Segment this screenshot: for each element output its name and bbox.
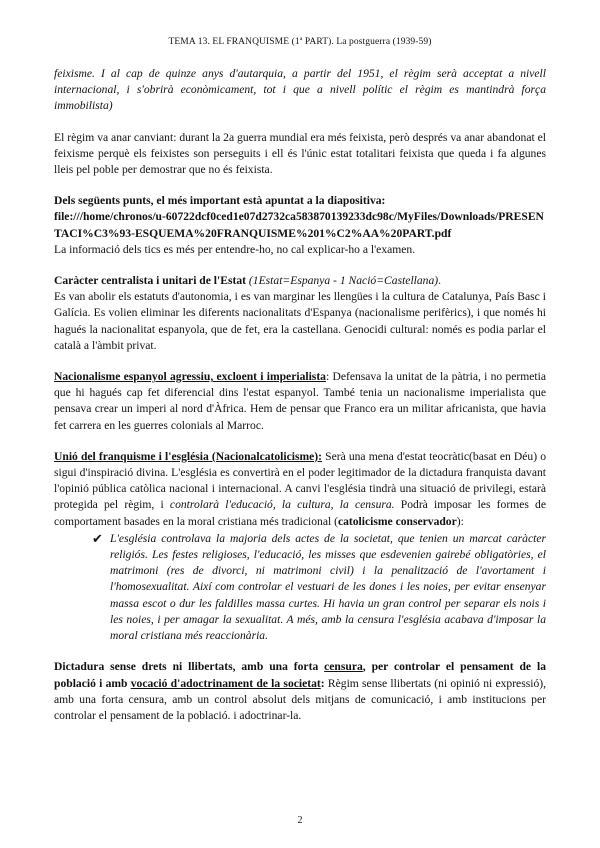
church-italic: controlarà l'educació, la cultura, la censura. bbox=[169, 498, 395, 512]
nationalism-text: : Defensava la unitat de la pàtria, i no permetia que hi hagués cap fet diferencial dins l'estat espanyol. També tenia un nacionalisme imperialista que pensava crear un imperi al nord d'Àfrica. Hem de pensar que Franco era un militar africanista, que havia fet carrera en les guerres colonials al Marroc. bbox=[54, 370, 546, 432]
document-body bbox=[54, 66, 546, 724]
file-path-link[interactable]: file:///home/chronos/u-60722dcf0ced1e07d2732ca583870139233dc98c/MyFiles/Downloads/PRESENTACI%C3%93-ESQUEMA%20FRANQUISME%201%C2%AA%20PART.pdf bbox=[54, 210, 544, 240]
section-slide-reference bbox=[54, 193, 546, 258]
church-bullet-text: L'església controlava la majoria dels actes de la societat, que tenien un marcat caràcter religiós. Les festes religioses, l'educació, les misses que esdevenien gairebé obligatòries, el matrimoni (res de divorci, ni matrimoni civil) i la penalització de l'avortament i l'homosexualitat. Així com controlar el vestuari de les dones i les noies, per evitar ensenyar massa escot o dur les faldilles massa curtes. Hi havia un gran control per separar els nois i les noies, i per amagar la sexualitat. A més, amb la censura l'església acabava d'imposar la moral cristiana més reaccionària. bbox=[110, 531, 546, 643]
dictatorship-title-2: , per controlar el pensament de la població i amb bbox=[54, 660, 546, 690]
paragraph-regime-change: El règim va anar canviant: durant la 2a guerra mundial era més feixista, però després va anar abandonat el feixisme perquè els feixistes son perseguits i ell és l'únic estat totalitari feixista que queda i fa algunes lleis pel poble per demostrar que no és feixista. bbox=[54, 130, 546, 177]
dictatorship-title-1: Dictadura sense drets ni llibertats, amb una forta bbox=[54, 660, 325, 674]
page-number: 2 bbox=[297, 815, 303, 826]
checkmark-icon: ✔ bbox=[92, 530, 103, 546]
slide-reference-heading: Dels següents punts, el més important està apuntat a la diapositiva: bbox=[54, 194, 386, 208]
centralism-aside-end: . bbox=[438, 274, 442, 288]
dictatorship-title-3: : bbox=[320, 676, 325, 690]
dictatorship-text: Règim sense llibertats (ni opinió ni expressió), amb una forta censura, amb un control absolut dels mitjans de comunicació, i amb institucions per controlar el pensament de la població. i adoctrinar-la. bbox=[54, 676, 546, 722]
tics-note: La informació dels tics es més per entendre-ho, no cal explicar-ho a l'examen. bbox=[54, 242, 416, 256]
church-text-b: Podrà imposar les formes de comportament basades en la moral cristiana més tradicional ( bbox=[54, 498, 546, 528]
paragraph-intro-continuation: feixisme. I al cap de quinze anys d'autarquia, a partir del 1951, el règim serà acceptat a nivell internacional, i s'obrirà econòmicament, tot i que a nivell polític el règim es mantindrà força immobilista) bbox=[54, 67, 546, 113]
section-nationalism bbox=[54, 369, 546, 434]
centralism-aside: (1Estat=Espanya - 1 Nació=Castellana) bbox=[248, 274, 439, 288]
church-title: Unió del franquisme i l'església (Nacionalcatolicisme): bbox=[54, 449, 323, 463]
page-header: TEMA 13. EL FRANQUISME (1ª PART). La postguerra (1939-59) bbox=[168, 37, 432, 47]
church-bold: catolicisme conservador bbox=[337, 514, 457, 528]
church-bullet-item bbox=[92, 531, 546, 644]
nationalism-title: Nacionalisme espanyol agressiu, excloent i imperialista bbox=[54, 370, 326, 384]
dictatorship-indoctrination: vocació d'adoctrinament de la societat bbox=[130, 676, 321, 690]
centralism-title-line bbox=[54, 273, 546, 289]
centralism-text: Es van abolir els estatuts d'autonomia, i es van marginar les llengües i la cultura de Catalunya, País Basc i Galícia. Es volien eliminar les diferents nacionalitats d'Espanya (nacionalisme perifèrics), i que només hi hagués la nacionalitat espanyola, que de fet, era la castellana. Genocidi cultural: només es podia parlar el català a l'àmbit privat. bbox=[54, 290, 546, 352]
section-church bbox=[54, 449, 546, 644]
section-centralism bbox=[54, 273, 546, 354]
centralism-title: Caràcter centralista i unitari de l'Estat bbox=[54, 274, 247, 288]
church-text-c: ): bbox=[456, 514, 464, 528]
section-dictatorship bbox=[54, 659, 546, 724]
church-text-a: Serà una mena d'estat teocràtic(basat en Déu) o sigui d'inspiració divina. L'església es convertirà en el poder legitimador de la dictadura franquista davant l'opinió pública catòlica nacional i internacional. A canvi l'església tindrà una situació de privilegi, estarà protegida pel règim, i bbox=[54, 449, 546, 512]
dictatorship-censorship: censura bbox=[324, 660, 363, 674]
church-paragraph bbox=[54, 449, 546, 530]
